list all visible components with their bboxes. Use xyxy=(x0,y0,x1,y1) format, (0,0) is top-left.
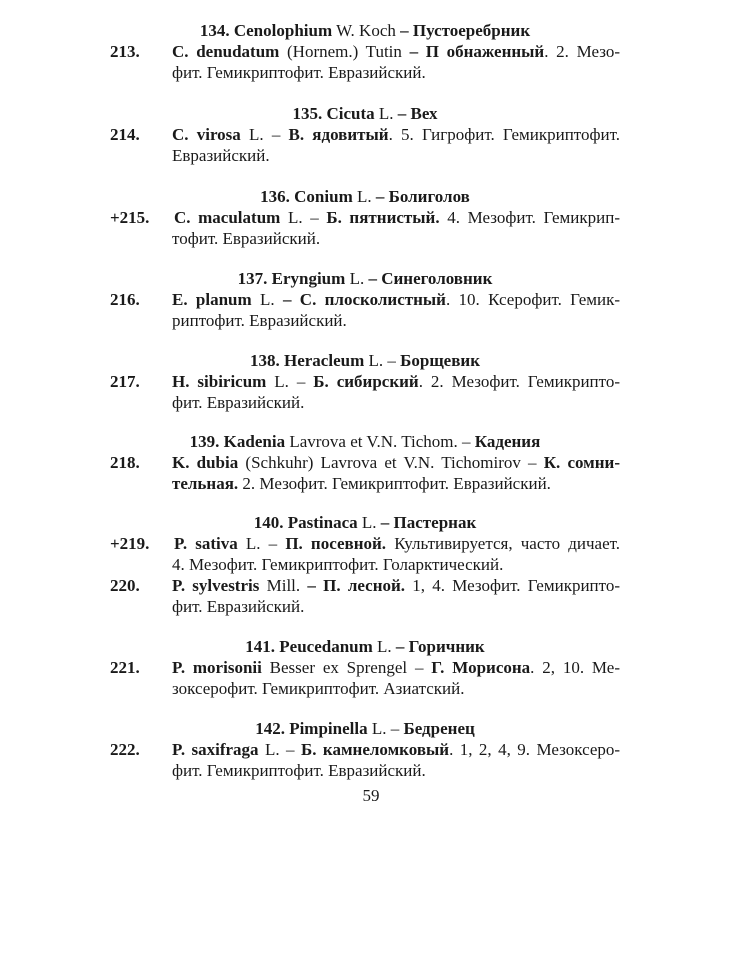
species-entry xyxy=(110,41,620,83)
genus-number: 141. xyxy=(245,637,276,656)
genus-name: Cicuta xyxy=(326,104,375,123)
species-description: . 2. Мезофит. Гемикрипто- xyxy=(418,372,621,391)
genus-name: Pimpinella xyxy=(289,719,368,738)
genus-heading xyxy=(110,186,620,207)
species-russian-name: Г. Морисона xyxy=(431,658,531,677)
species-description: . 5. Гигрофит. Гемикриптофит. xyxy=(388,125,621,144)
species-description: . 2, 10. Ме- xyxy=(530,658,620,677)
species-russian-name: К. сомни- xyxy=(543,453,620,472)
species-name: P. sativa xyxy=(174,534,238,553)
genus-heading xyxy=(110,636,620,657)
genus-russian-name: – Горичник xyxy=(395,637,485,656)
species-number: 221. xyxy=(110,658,140,677)
species-number: 222. xyxy=(110,740,140,759)
species-description: 1, 4. Мезофит. Гемикрипто- xyxy=(405,576,621,595)
species-entry xyxy=(110,289,620,331)
species-name: C. denudatum xyxy=(172,42,280,61)
species-author: L. – xyxy=(274,372,306,391)
species-entry xyxy=(110,575,620,617)
genus-heading xyxy=(110,350,620,371)
species-number: 216. xyxy=(110,290,140,309)
species-name: C. maculatum xyxy=(174,208,281,227)
species-description-continued: фит. Евразийский. xyxy=(172,393,305,412)
species-number: 213. xyxy=(110,42,140,61)
species-entry xyxy=(110,207,620,249)
species-entry xyxy=(110,657,620,699)
species-russian-name: – П обнаженный xyxy=(409,42,545,61)
species-description-continued: тофит. Евразийский. xyxy=(172,229,321,248)
species-number: 218. xyxy=(110,453,140,472)
species-number: +215. xyxy=(110,208,150,227)
genus-author: L. xyxy=(378,104,394,123)
species-name: P. saxifraga xyxy=(172,740,259,759)
species-description-continued: фит. Гемикриптофит. Евразийский. xyxy=(172,63,426,82)
genus-name: Pastinaca xyxy=(287,513,358,532)
species-russian-name: П. посевной. xyxy=(285,534,387,553)
genus-name: Heracleum xyxy=(283,351,365,370)
genus-name: Eryngium xyxy=(271,269,346,288)
genus-russian-name: – Пастернак xyxy=(380,513,477,532)
genus-heading xyxy=(110,718,620,739)
species-name: E. planum xyxy=(172,290,252,309)
genus-author: L. – xyxy=(368,351,396,370)
species-author: Mill. xyxy=(266,576,301,595)
species-description: . 1, 2, 4, 9. Мезоксеро- xyxy=(449,740,621,759)
genus-number: 140. xyxy=(253,513,284,532)
species-author: L. – xyxy=(265,740,295,759)
genus-author: W. Koch xyxy=(336,21,396,40)
species-author: (Schkuhr) Lavrova et V.N. Tichomirov – xyxy=(245,453,537,472)
genus-russian-name: – Болиголов xyxy=(375,187,470,206)
species-author: L. – xyxy=(249,125,281,144)
genus-name: Cenolophium xyxy=(233,21,333,40)
species-russian-name: В. ядовитый xyxy=(288,125,389,144)
genus-name: Kadenia xyxy=(223,432,286,451)
species-number: 217. xyxy=(110,372,140,391)
species-number: +219. xyxy=(110,534,150,553)
genus-heading xyxy=(110,512,620,533)
genus-number: 142. xyxy=(255,719,285,738)
species-name: P. morisonii xyxy=(172,658,262,677)
species-description: 4. Мезофит. Гемикрип- xyxy=(439,208,621,227)
genus-number: 135. xyxy=(292,104,323,123)
species-number: 214. xyxy=(110,125,140,144)
species-author: (Hornem.) Tutin xyxy=(287,42,402,61)
species-name: H. sibiricum xyxy=(172,372,267,391)
species-russian-name: – С. плосколистный xyxy=(282,290,446,309)
genus-author: L. xyxy=(377,637,392,656)
species-entry xyxy=(110,452,620,494)
species-name: K. dubia xyxy=(172,453,239,472)
species-description: . 10. Ксерофит. Гемик- xyxy=(445,290,621,309)
genus-russian-name: Борщевик xyxy=(400,351,480,370)
species-russian-name-continued: тельная. xyxy=(172,474,239,493)
species-entry xyxy=(110,371,620,413)
genus-number: 136. xyxy=(260,187,290,206)
genus-heading xyxy=(110,103,620,124)
species-author: L. – xyxy=(287,208,319,227)
species-author: L. xyxy=(260,290,275,309)
species-name: P. sylvestris xyxy=(172,576,260,595)
genus-heading xyxy=(110,431,620,452)
genus-russian-name: – Синеголовник xyxy=(368,269,493,288)
genus-number: 138. xyxy=(249,351,280,370)
page-number: 59 xyxy=(362,786,380,805)
species-entry xyxy=(110,124,620,166)
species-entry xyxy=(110,739,620,781)
species-description-continued: риптофит. Евразийский. xyxy=(172,311,347,330)
genus-number: 139. xyxy=(189,432,220,451)
species-description-continued: 4. Мезофит. Гемикриптофит. Голарктический. xyxy=(172,555,504,574)
genus-author: L. xyxy=(356,187,372,206)
genus-russian-name: – Вех xyxy=(397,104,438,123)
species-author: L. – xyxy=(245,534,278,553)
species-russian-name: Б. камнеломковый xyxy=(301,740,450,759)
species-description-continued: фит. Гемикриптофит. Евразийский. xyxy=(172,761,426,780)
genus-number: 137. xyxy=(237,269,268,288)
species-russian-name: – П. лесной. xyxy=(307,576,406,595)
genus-author: Lavrova et V.N. Tichom. – xyxy=(289,432,471,451)
species-number: 220. xyxy=(110,576,140,595)
species-russian-name: Б. пятнистый. xyxy=(326,208,440,227)
species-description-continued: зоксерофит. Гемикриптофит. Азиатский. xyxy=(172,679,465,698)
genus-author: L. xyxy=(361,513,377,532)
genus-russian-name: Кадения xyxy=(474,432,541,451)
genus-number: 134. xyxy=(199,21,230,40)
species-description-continued: фит. Евразийский. xyxy=(172,597,305,616)
species-description: Культивируется, часто дичает. xyxy=(386,534,621,553)
species-name: C. virosa xyxy=(172,125,241,144)
species-russian-name: Б. сибирский xyxy=(313,372,419,391)
genus-author: L. – xyxy=(371,719,400,738)
genus-russian-name: – Пустоеребрник xyxy=(400,21,531,40)
species-description: . 2. Мезо- xyxy=(544,42,620,61)
genus-author: L. xyxy=(349,269,365,288)
species-entry xyxy=(110,533,620,575)
species-author: Besser ex Sprengel – xyxy=(269,658,424,677)
genus-name: Conium xyxy=(294,187,353,206)
genus-name: Peucedanum xyxy=(279,637,373,656)
species-description-continued: 2. Мезофит. Гемикриптофит. Евразийский. xyxy=(238,474,551,493)
genus-russian-name: Бедренец xyxy=(403,719,475,738)
genus-heading xyxy=(110,20,620,41)
species-description-continued: Евразийский. xyxy=(172,146,270,165)
genus-heading xyxy=(110,268,620,289)
